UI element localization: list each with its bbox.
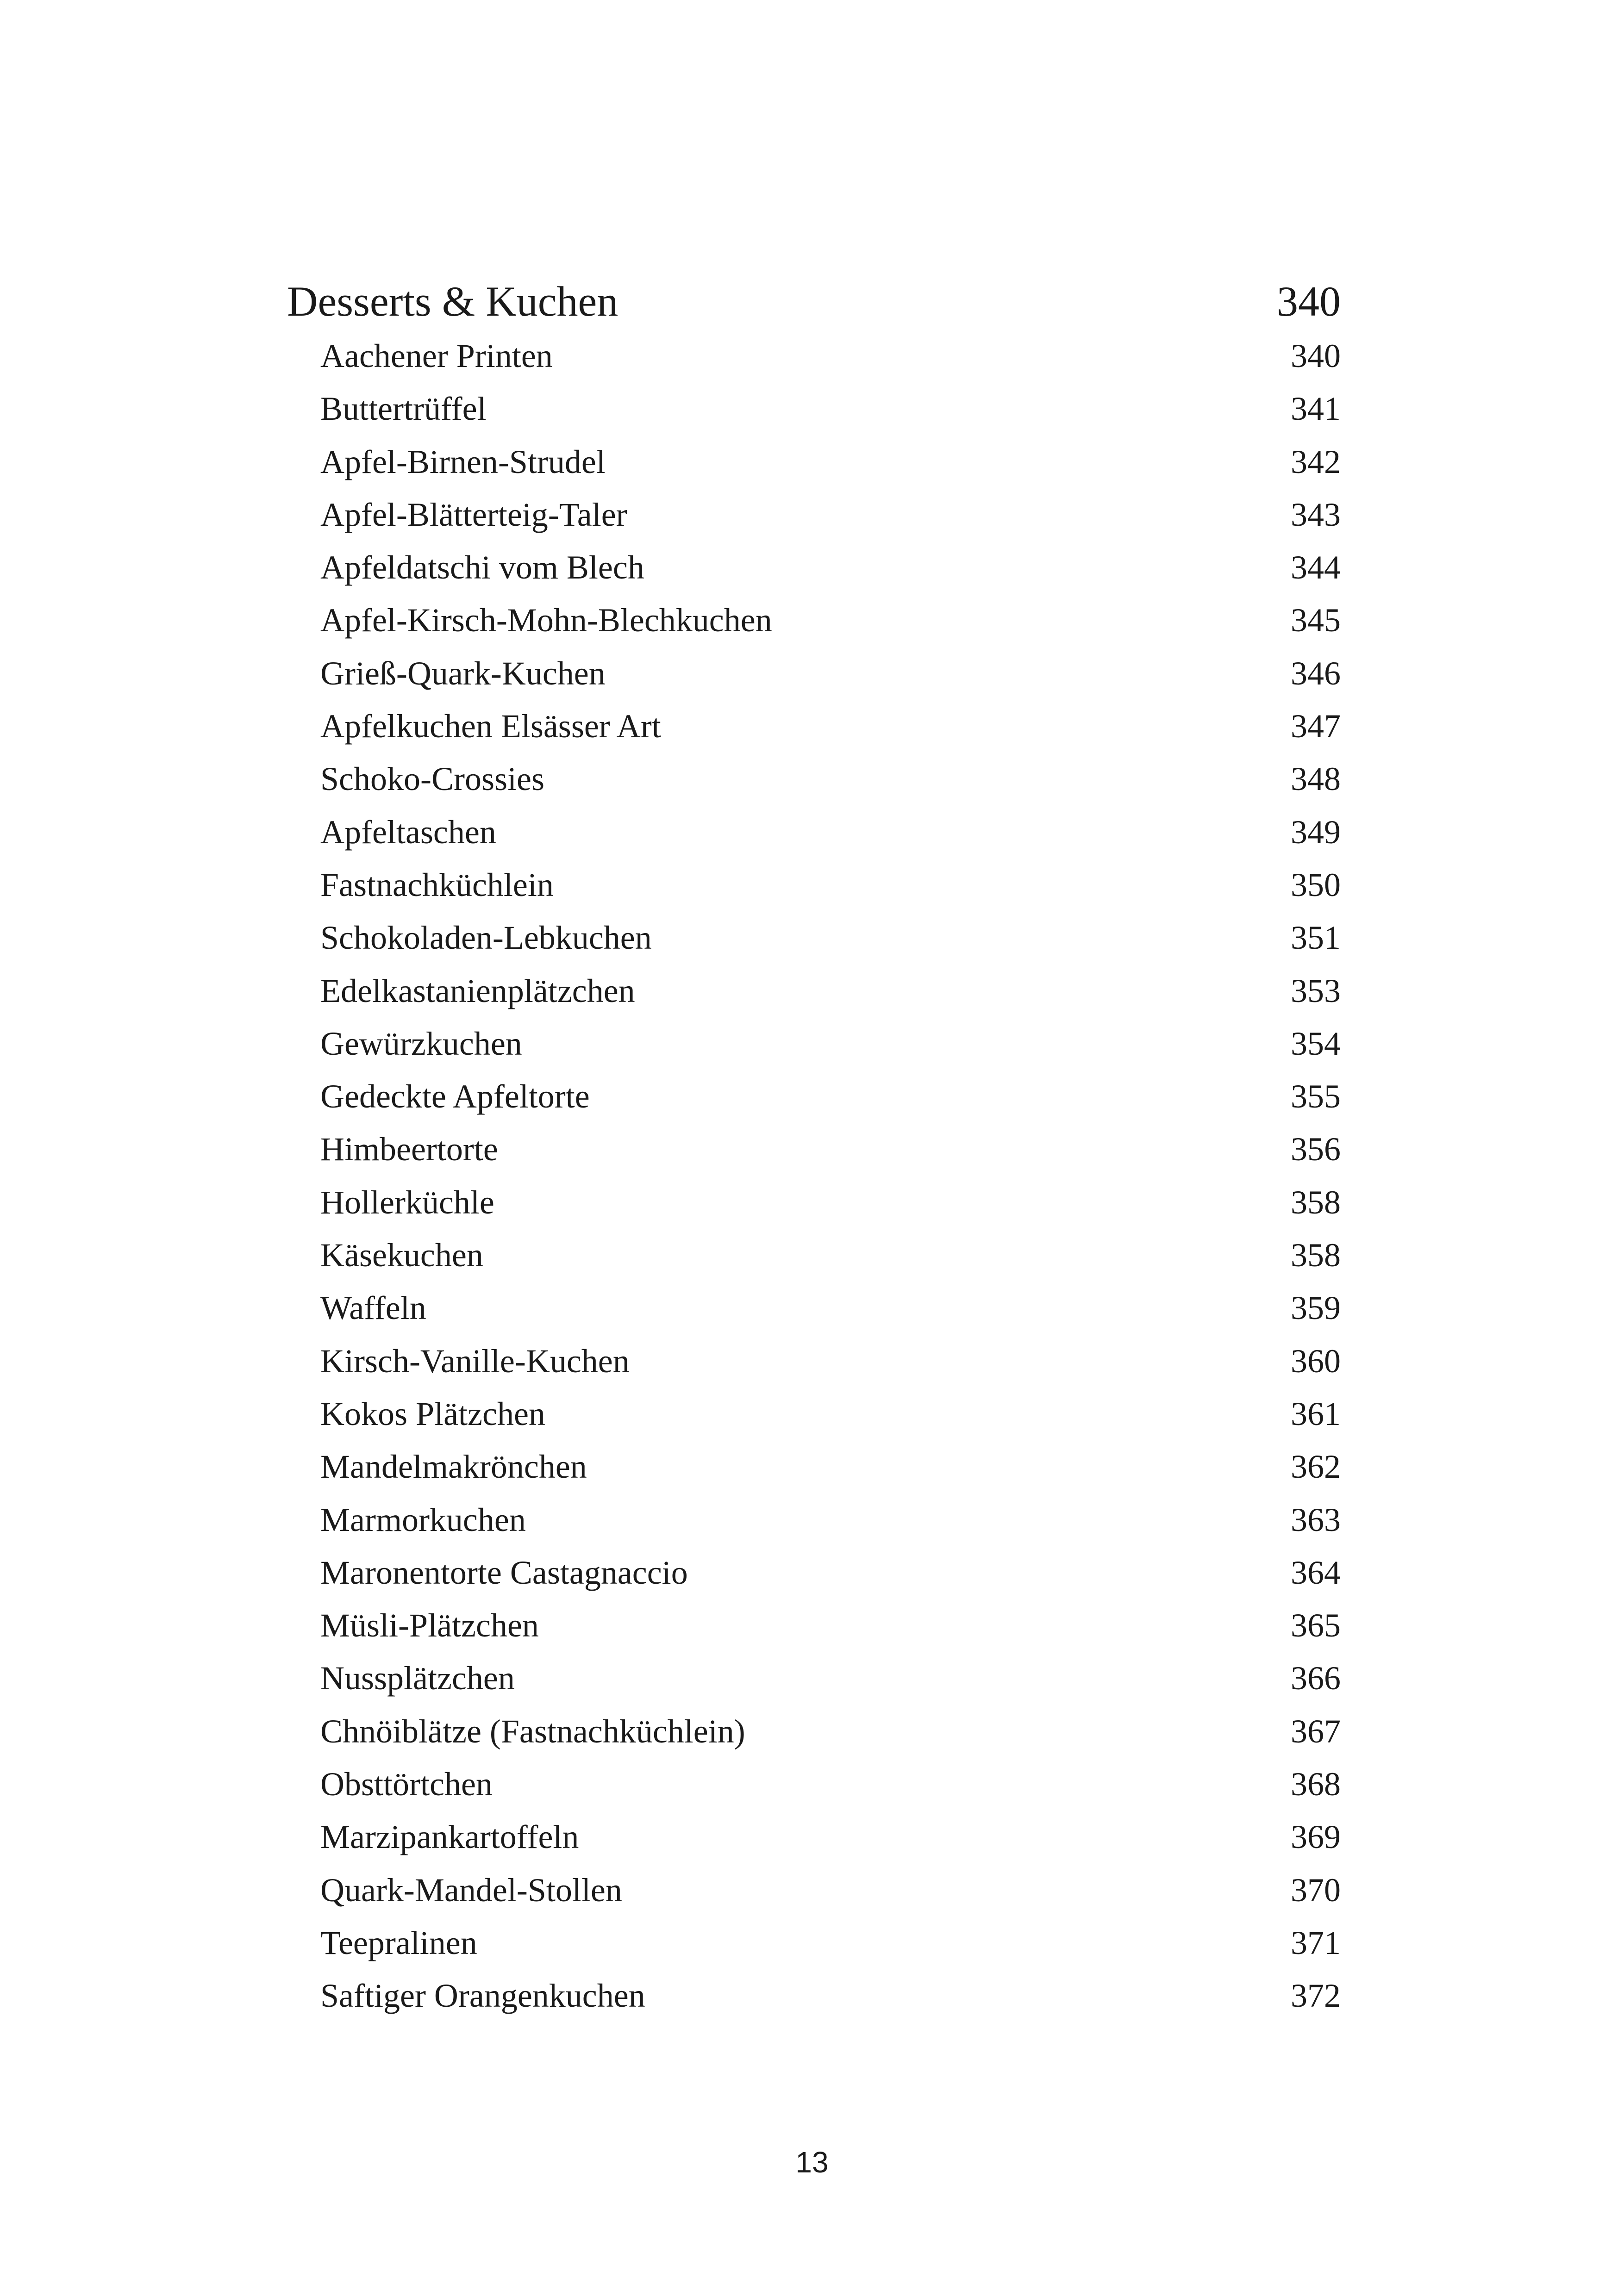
toc-entry[interactable] [287,488,1341,541]
toc-entry-page-number: 371 [1291,1924,1341,1961]
toc-entry-page-number: 358 [1291,1183,1341,1221]
toc-entry-page-number: 346 [1291,654,1341,692]
toc-entry-title: Marzipankartoffeln [320,1818,579,1856]
toc-entry[interactable] [287,1388,1341,1440]
toc-entry-page-number: 343 [1291,496,1341,533]
toc-entry-page-number: 358 [1291,1237,1341,1274]
toc-entry[interactable] [287,1705,1341,1758]
toc-entry-title: Maronentorte Castagnaccio [320,1554,688,1591]
toc-entry-page-number: 363 [1291,1501,1341,1538]
toc-entry-title: Käsekuchen [320,1237,483,1274]
toc-entry-title: Quark-Mandel-Stollen [320,1871,622,1909]
toc-entry-title: Gewürzkuchen [320,1025,522,1062]
toc-entry-page-number: 348 [1291,760,1341,798]
toc-entry[interactable] [287,1440,1341,1493]
toc-entry-page-number: 364 [1291,1554,1341,1591]
toc-entry-page-number: 355 [1291,1078,1341,1115]
toc-entry-title: Gedeckte Apfeltorte [320,1078,590,1115]
toc-entry-page-number: 344 [1291,549,1341,586]
toc-entry-title: Apfel-Kirsch-Mohn-Blechkuchen [320,602,772,639]
toc-entry-page-number: 341 [1291,390,1341,428]
toc-entry-page-number: 345 [1291,602,1341,639]
toc-entry[interactable] [287,1546,1341,1599]
toc-entry-title: Edelkastanienplätzchen [320,972,635,1009]
page-number: 13 [795,2146,829,2179]
toc-entry-title: Kirsch-Vanille-Kuchen [320,1342,630,1380]
toc-entry-title: Mandelmakrönchen [320,1448,587,1486]
toc-entry[interactable] [287,859,1341,911]
section-page-number: 340 [1277,278,1341,325]
toc-entry[interactable] [287,594,1341,647]
toc-entry[interactable] [287,1176,1341,1229]
toc-entry[interactable] [287,1758,1341,1811]
toc-entry[interactable] [287,436,1341,488]
toc-entry-list [287,330,1341,2022]
table-of-contents [287,275,1341,2022]
toc-entry-title: Saftiger Orangenkuchen [320,1977,645,2015]
toc-entry-title: Schoko-Crossies [320,760,544,798]
toc-entry-page-number: 368 [1291,1766,1341,1803]
toc-entry-page-number: 372 [1291,1977,1341,2015]
toc-entry-page-number: 359 [1291,1289,1341,1327]
toc-entry[interactable] [287,1123,1341,1176]
toc-entry-title: Apfel-Blätterteig-Taler [320,496,627,533]
toc-entry[interactable] [287,1969,1341,2022]
toc-entry[interactable] [287,700,1341,753]
toc-entry-title: Grieß-Quark-Kuchen [320,654,606,692]
toc-entry-page-number: 349 [1291,813,1341,851]
toc-entry-title: Teepralinen [320,1924,477,1961]
toc-entry-title: Apfeltaschen [320,813,496,851]
toc-entry[interactable] [287,1229,1341,1282]
toc-entry[interactable] [287,1335,1341,1388]
toc-entry-page-number: 353 [1291,972,1341,1009]
toc-entry[interactable] [287,1811,1341,1863]
toc-entry[interactable] [287,1599,1341,1652]
toc-entry[interactable] [287,1017,1341,1070]
toc-entry-title: Chnöiblätze (Fastnachküchlein) [320,1712,745,1750]
toc-entry[interactable] [287,382,1341,435]
toc-entry-page-number: 362 [1291,1448,1341,1486]
toc-entry[interactable] [287,911,1341,964]
toc-entry-page-number: 369 [1291,1818,1341,1856]
toc-entry[interactable] [287,1070,1341,1123]
toc-entry-page-number: 342 [1291,443,1341,480]
toc-entry-page-number: 356 [1291,1131,1341,1168]
toc-entry-page-number: 370 [1291,1871,1341,1909]
toc-entry-title: Apfelkuchen Elsässer Art [320,708,661,745]
toc-entry-title: Kokos Plätzchen [320,1395,545,1432]
toc-entry-title: Himbeertorte [320,1131,498,1168]
toc-entry[interactable] [287,1864,1341,1916]
toc-entry-page-number: 367 [1291,1712,1341,1750]
toc-entry-page-number: 340 [1291,337,1341,374]
toc-entry-page-number: 350 [1291,866,1341,903]
toc-entry-title: Apfel-Birnen-Strudel [320,443,606,480]
toc-entry[interactable] [287,1282,1341,1334]
toc-entry-page-number: 365 [1291,1607,1341,1644]
toc-entry[interactable] [287,1493,1341,1546]
toc-entry[interactable] [287,647,1341,700]
toc-entry-title: Müsli-Plätzchen [320,1607,539,1644]
toc-entry-page-number: 354 [1291,1025,1341,1062]
toc-entry-page-number: 347 [1291,708,1341,745]
toc-entry-title: Schokoladen-Lebkuchen [320,919,652,957]
toc-entry[interactable] [287,1916,1341,1969]
toc-entry-title: Marmorkuchen [320,1501,526,1538]
toc-entry-title: Hollerküchle [320,1183,494,1221]
toc-entry[interactable] [287,1652,1341,1705]
toc-entry[interactable] [287,806,1341,859]
toc-entry-page-number: 361 [1291,1395,1341,1432]
toc-entry[interactable] [287,753,1341,805]
toc-entry-title: Buttertrüffel [320,390,487,428]
toc-entry-page-number: 360 [1291,1342,1341,1380]
toc-entry-title: Apfeldatschi vom Blech [320,549,644,586]
toc-entry[interactable] [287,964,1341,1017]
toc-entry-page-number: 351 [1291,919,1341,957]
toc-section-heading[interactable] [287,275,1341,328]
toc-entry-title: Waffeln [320,1289,426,1327]
toc-entry-title: Obsttörtchen [320,1766,493,1803]
toc-entry[interactable] [287,541,1341,594]
toc-entry-title: Aachener Printen [320,337,553,374]
section-title: Desserts & Kuchen [287,278,618,325]
toc-entry-title: Nussplätzchen [320,1660,515,1697]
toc-entry-title: Fastnachküchlein [320,866,554,903]
toc-entry-page-number: 366 [1291,1660,1341,1697]
toc-entry[interactable] [287,330,1341,382]
